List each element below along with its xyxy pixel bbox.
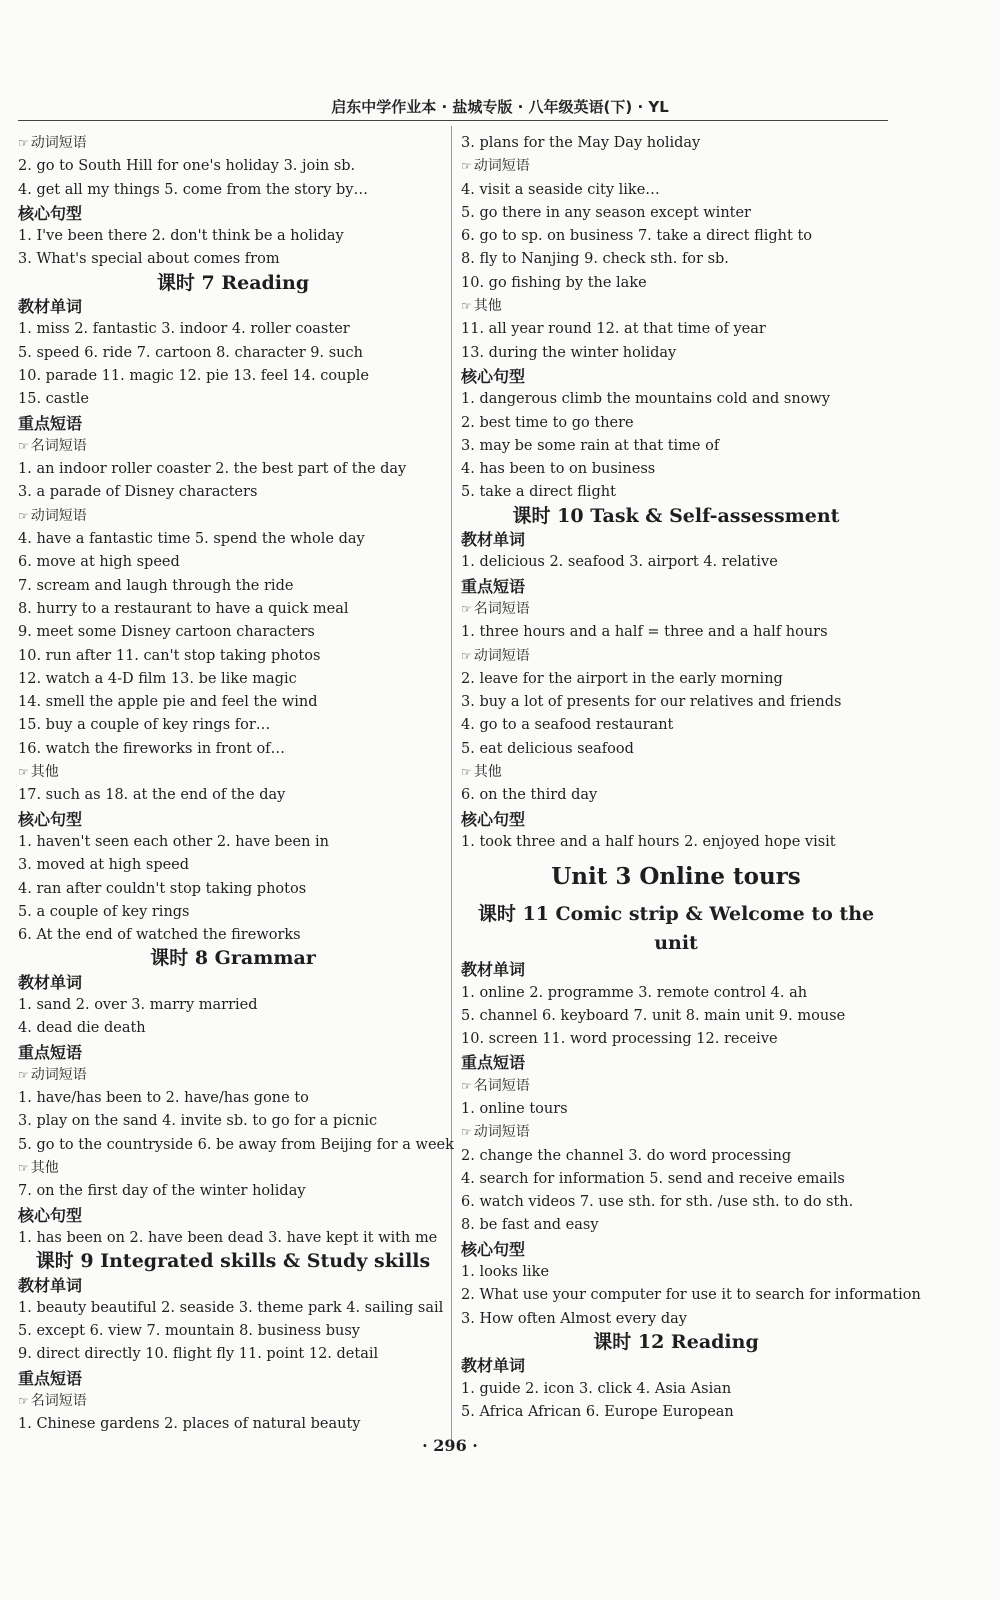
section-heading: 核心句型 bbox=[18, 1205, 83, 1225]
answer-line: 6. on the third day bbox=[461, 787, 598, 804]
section-heading: 重点短语 bbox=[18, 413, 83, 433]
section-heading: 核心句型 bbox=[461, 1239, 526, 1259]
answer-line: 16. watch the fireworks in front of… bbox=[18, 740, 286, 757]
answer-line: 13. during the winter holiday bbox=[461, 344, 677, 361]
answer-line: 4. go to a seafood restaurant bbox=[461, 717, 674, 734]
answer-line: 5. a couple of key rings bbox=[18, 903, 190, 920]
answer-line: 3. may be some rain at that time of bbox=[461, 437, 720, 454]
pointing-hand-icon: ☞ bbox=[18, 1394, 29, 1409]
answer-line: 8. hurry to a restaurant to have a quick meal bbox=[18, 600, 349, 617]
answer-line: 9. meet some Disney cartoon characters bbox=[18, 624, 315, 641]
left-column bbox=[18, 132, 454, 1437]
sub-heading bbox=[18, 1157, 448, 1180]
sub-heading bbox=[461, 295, 891, 318]
answer-line: 1. I've been there 2. don't think be a holiday bbox=[18, 228, 344, 245]
pointing-hand-icon: ☞ bbox=[461, 1125, 472, 1140]
right-column bbox=[461, 132, 921, 1424]
sub-heading-label: 名词短语 bbox=[473, 1077, 530, 1094]
lesson-title: 课时 9 Integrated skills & Study skills bbox=[35, 1250, 431, 1273]
page-header: 启东中学作业本 · 盐城专版 · 八年级英语(下) · YL bbox=[331, 98, 669, 116]
sub-heading-label: 名词短语 bbox=[30, 437, 87, 454]
section-heading: 教材单词 bbox=[18, 297, 83, 317]
sub-heading bbox=[18, 132, 448, 155]
answer-line: 15. buy a couple of key rings for… bbox=[18, 717, 271, 734]
answer-line: 15. castle bbox=[18, 391, 89, 408]
answer-line: 7. scream and laugh through the ride bbox=[18, 577, 294, 594]
answer-line: 1. delicious 2. seafood 3. airport 4. relative bbox=[461, 554, 778, 571]
answer-line: 7. on the first day of the winter holiday bbox=[18, 1183, 306, 1200]
unit-title: Unit 3 Online tours bbox=[551, 863, 801, 891]
answer-line: 1. miss 2. fantastic 3. indoor 4. roller coaster bbox=[18, 321, 350, 338]
section-heading: 重点短语 bbox=[461, 576, 526, 596]
sub-heading bbox=[461, 1121, 891, 1144]
section-heading: 教材单词 bbox=[18, 1275, 83, 1295]
answer-line: 4. dead die death bbox=[18, 1020, 146, 1037]
answer-line: 2. go to South Hill for one's holiday 3. join sb. bbox=[18, 158, 356, 175]
answer-line: 3. play on the sand 4. invite sb. to go for a picnic bbox=[18, 1113, 378, 1130]
answer-line: 1. have/has been to 2. have/has gone to bbox=[18, 1090, 309, 1107]
answer-line: 5. take a direct flight bbox=[461, 484, 616, 501]
pointing-hand-icon: ☞ bbox=[18, 508, 29, 523]
answer-line: 4. has been to on business bbox=[461, 461, 656, 478]
sub-heading bbox=[461, 645, 891, 668]
answer-line: 9. direct directly 10. flight fly 11. point 12. detail bbox=[18, 1346, 379, 1363]
sub-heading-label: 其他 bbox=[473, 764, 502, 781]
sub-heading-label: 名词短语 bbox=[30, 1393, 87, 1410]
answer-line: 2. change the channel 3. do word processing bbox=[461, 1147, 792, 1164]
sub-heading-label: 动词短语 bbox=[473, 1124, 530, 1141]
lesson-title: 课时 8 Grammar bbox=[150, 947, 316, 970]
section-heading: 核心句型 bbox=[461, 366, 526, 386]
section-heading: 教材单词 bbox=[461, 960, 526, 980]
answer-line: 2. best time to go there bbox=[461, 414, 634, 431]
answer-line: 10. run after 11. can't stop taking photos bbox=[18, 647, 321, 664]
sub-heading-label: 名词短语 bbox=[473, 600, 530, 617]
answer-line: 4. visit a seaside city like… bbox=[461, 181, 660, 198]
answer-line: 3. plans for the May Day holiday bbox=[461, 135, 701, 151]
sub-heading bbox=[461, 155, 891, 178]
sub-heading-label: 其他 bbox=[30, 764, 59, 781]
lesson-title: 课时 10 Task & Self-assessment bbox=[512, 504, 840, 527]
answer-line: 6. move at high speed bbox=[18, 554, 180, 571]
answer-line: 2. leave for the airport in the early morning bbox=[461, 670, 783, 687]
answer-line: 2. What use your computer for use it to search for information bbox=[461, 1287, 921, 1304]
header-rule bbox=[18, 120, 888, 121]
answer-line: 3. How often Almost every day bbox=[461, 1310, 687, 1327]
answer-line: 10. parade 11. magic 12. pie 13. feel 14. couple bbox=[18, 367, 369, 384]
pointing-hand-icon: ☞ bbox=[18, 1161, 29, 1176]
lesson-title: 课时 12 Reading bbox=[593, 1330, 759, 1353]
page-number: · 296 · bbox=[422, 1436, 478, 1455]
sub-heading-label: 动词短语 bbox=[473, 158, 530, 175]
answer-line: 5. except 6. view 7. mountain 8. business busy bbox=[18, 1323, 360, 1340]
pointing-hand-icon: ☞ bbox=[461, 1078, 472, 1093]
answer-line: 6. go to sp. on business 7. take a direct flight to bbox=[461, 228, 813, 245]
answer-line: 12. watch a 4-D film 13. be like magic bbox=[18, 670, 297, 687]
answer-line: 1. beauty beautiful 2. seaside 3. theme park 4. sailing sail bbox=[18, 1299, 444, 1316]
answer-line: 5. eat delicious seafood bbox=[461, 740, 634, 757]
answer-line: 10. screen 11. word processing 12. receive bbox=[461, 1031, 778, 1048]
answer-line: 3. moved at high speed bbox=[18, 857, 190, 874]
section-heading: 教材单词 bbox=[18, 972, 83, 992]
column-divider bbox=[451, 126, 452, 1446]
answer-line: 3. buy a lot of presents for our relatives and friends bbox=[461, 694, 842, 711]
pointing-hand-icon: ☞ bbox=[461, 601, 472, 616]
sub-heading bbox=[18, 1390, 448, 1413]
answer-line: 8. be fast and easy bbox=[461, 1217, 599, 1234]
sub-heading bbox=[461, 598, 891, 621]
sub-heading-label: 动词短语 bbox=[473, 647, 530, 664]
answer-line: 1. online 2. programme 3. remote control 4. ah bbox=[461, 984, 808, 1001]
answer-line: 10. go fishing by the lake bbox=[461, 274, 647, 291]
sub-heading bbox=[18, 505, 448, 528]
answer-line: 6. watch videos 7. use sth. for sth. /use sth. to do sth. bbox=[461, 1194, 854, 1211]
answer-line: 1. has been on 2. have been dead 3. have kept it with me bbox=[18, 1229, 438, 1246]
answer-line: 4. ran after couldn't stop taking photos bbox=[18, 880, 307, 897]
section-heading: 核心句型 bbox=[18, 809, 83, 829]
answer-line: 1. dangerous climb the mountains cold and snowy bbox=[461, 391, 831, 408]
answer-line: 1. haven't seen each other 2. have been in bbox=[18, 833, 329, 850]
answer-line: 5. speed 6. ride 7. cartoon 8. character 9. such bbox=[18, 344, 363, 361]
answer-line: 1. three hours and a half = three and a half hours bbox=[461, 624, 828, 641]
answer-line: 1. took three and a half hours 2. enjoyed hope visit bbox=[461, 833, 836, 850]
answer-line: 4. search for information 5. send and receive emails bbox=[461, 1170, 845, 1187]
sub-heading-label: 动词短语 bbox=[30, 135, 87, 151]
sub-heading bbox=[461, 1075, 891, 1098]
answer-line: 1. online tours bbox=[461, 1100, 568, 1117]
pointing-hand-icon: ☞ bbox=[18, 765, 29, 780]
section-heading: 教材单词 bbox=[461, 1356, 526, 1376]
answer-line: 5. go there in any season except winter bbox=[461, 204, 751, 221]
sub-heading-label: 动词短语 bbox=[30, 1066, 87, 1083]
pointing-hand-icon: ☞ bbox=[461, 159, 472, 174]
sub-heading bbox=[18, 761, 448, 784]
sub-heading-label: 动词短语 bbox=[30, 507, 87, 524]
answer-line: 6. At the end of watched the fireworks bbox=[18, 927, 301, 944]
section-heading: 核心句型 bbox=[18, 203, 83, 223]
answer-line: 14. smell the apple pie and feel the wind bbox=[18, 694, 318, 711]
section-heading: 教材单词 bbox=[461, 530, 526, 550]
pointing-hand-icon: ☞ bbox=[18, 1067, 29, 1082]
answer-line: 4. have a fantastic time 5. spend the whole day bbox=[18, 531, 365, 548]
answer-line: 1. looks like bbox=[461, 1264, 550, 1281]
answer-line: 1. Chinese gardens 2. places of natural beauty bbox=[18, 1416, 361, 1433]
section-heading: 重点短语 bbox=[461, 1053, 526, 1073]
answer-line: 5. Africa African 6. Europe European bbox=[461, 1403, 734, 1420]
section-heading: 重点短语 bbox=[18, 1042, 83, 1062]
section-heading: 重点短语 bbox=[18, 1368, 83, 1388]
sub-heading bbox=[18, 1064, 448, 1087]
sub-heading bbox=[461, 761, 891, 784]
sub-heading bbox=[18, 435, 448, 458]
answer-line: 4. get all my things 5. come from the story by… bbox=[18, 181, 368, 198]
answer-line: 3. What's special about comes from bbox=[18, 251, 280, 268]
sub-heading-label: 其他 bbox=[30, 1160, 59, 1177]
answer-line: 5. channel 6. keyboard 7. unit 8. main unit 9. mouse bbox=[461, 1007, 846, 1024]
answer-line: 11. all year round 12. at that time of year bbox=[461, 321, 766, 338]
pointing-hand-icon: ☞ bbox=[461, 765, 472, 780]
answer-line: 3. a parade of Disney characters bbox=[18, 484, 258, 501]
pointing-hand-icon: ☞ bbox=[18, 136, 29, 150]
answer-line: 1. guide 2. icon 3. click 4. Asia Asian bbox=[461, 1380, 732, 1397]
lesson-title: 课时 11 Comic strip & Welcome to the unit bbox=[477, 903, 875, 955]
answer-line: 17. such as 18. at the end of the day bbox=[18, 787, 286, 804]
answer-line: 1. an indoor roller coaster 2. the best part of the day bbox=[18, 461, 407, 478]
answer-line: 8. fly to Nanjing 9. check sth. for sb. bbox=[461, 251, 729, 268]
sub-heading-label: 其他 bbox=[473, 298, 502, 315]
pointing-hand-icon: ☞ bbox=[18, 438, 29, 453]
section-heading: 核心句型 bbox=[461, 809, 526, 829]
pointing-hand-icon: ☞ bbox=[461, 648, 472, 663]
answer-line: 5. go to the countryside 6. be away from Beijing for a week bbox=[18, 1136, 454, 1153]
answer-line: 1. sand 2. over 3. marry married bbox=[18, 996, 258, 1013]
pointing-hand-icon: ☞ bbox=[461, 299, 472, 314]
lesson-title: 课时 7 Reading bbox=[156, 271, 310, 294]
